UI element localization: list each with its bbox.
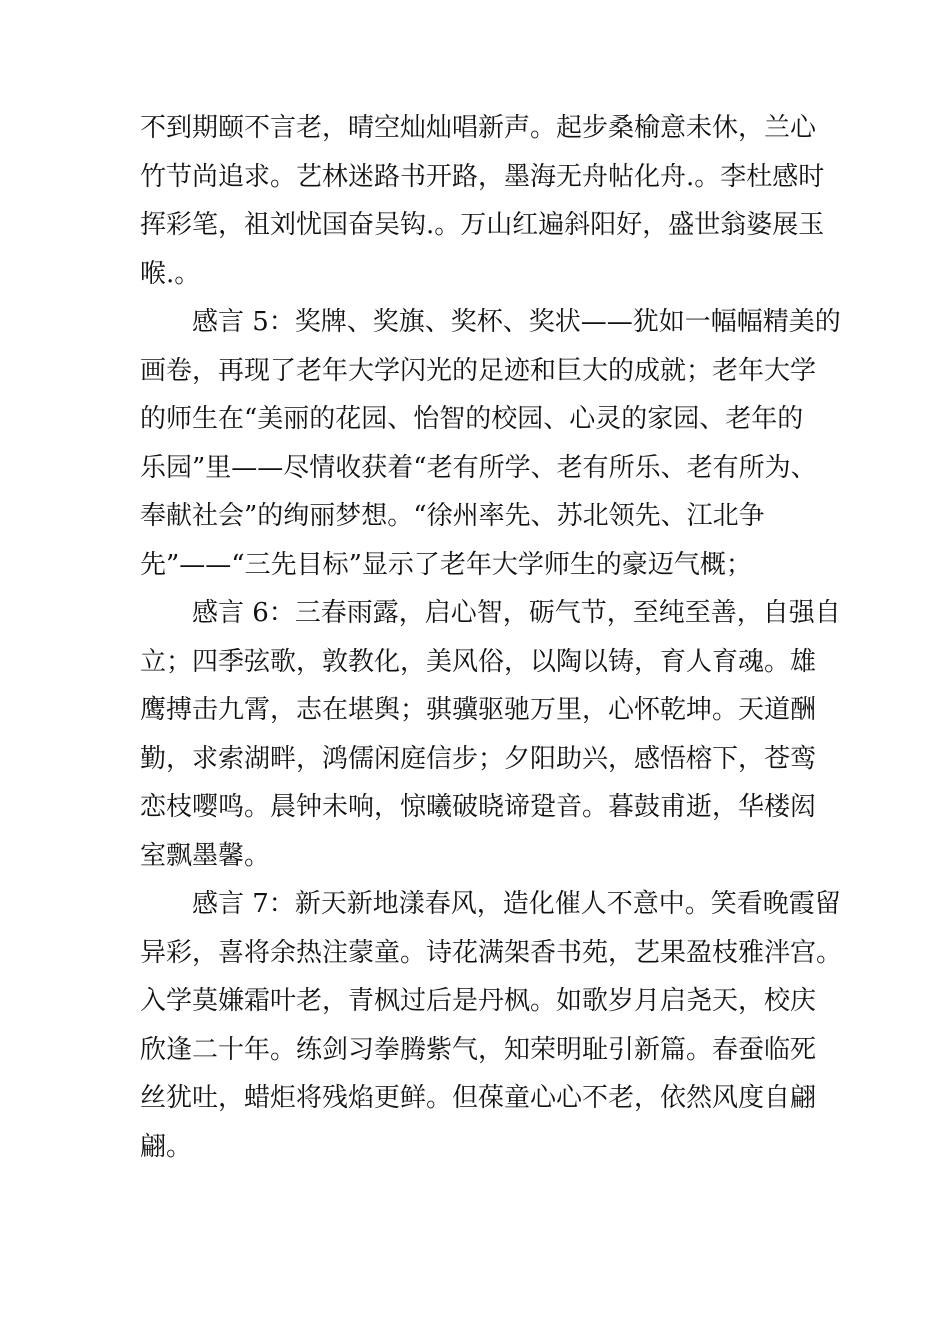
text-line: 异彩，喜将余热注蒙童。诗花满架香书苑，艺果盈枝雅泮宫。: [140, 937, 843, 968]
text-line: 鹰搏击九霄，志在堪舆；骐骥驱驰万里，心怀乾坤。天道酬: [140, 695, 817, 725]
text-line: 喉.。: [140, 258, 201, 289]
text-line: 画卷，再现了老年大学闪光的足迹和巨大的成就；老年大学: [140, 355, 817, 386]
text-line: 欣逢二十年。练剑习拳腾紫气，知荣明耻引新篇。春蚕临死: [140, 1034, 817, 1065]
text-line: 感言 7：新天新地漾春风，造化催人不意中。笑看晚霞留: [192, 889, 841, 919]
text-line: 的师生在“美丽的花园、怡智的校园、心灵的家园、老年的: [140, 404, 804, 434]
text-line: 感言 5：奖牌、奖旗、奖杯、奖状——犹如一幅幅精美的: [192, 307, 841, 337]
document-body: [140, 104, 843, 1171]
paragraph-remark-6: [140, 589, 841, 880]
text-line: 丝犹吐，蜡炬将残焰更鲜。但葆童心心不老，依然风度自翩: [140, 1083, 817, 1113]
text-line: 感言 6：三春雨露，启心智，砺气节，至纯至善，自强自: [192, 598, 841, 628]
text-line: 立；四季弦歌，敦教化，美风俗，以陶以铸，育人育魂。雄: [140, 646, 817, 677]
text-line: 室飘墨馨。: [140, 840, 271, 871]
paragraph-remark-5: [140, 298, 841, 589]
text-line: 乐园”里——尽情收获着“老有所学、老有所乐、老有所为、: [140, 452, 817, 483]
text-line: 奉献社会”的绚丽梦想。“徐州率先、苏北领先、江北争: [140, 501, 765, 531]
text-line: 恋枝嘤鸣。晨钟未响，惊曦破晓谛跫音。暮鼓甫逝，华楼闳: [140, 792, 817, 822]
text-line: 勤，求索湖畔，鸿儒闲庭信步；夕阳助兴，感悟榕下，苍鸾: [140, 743, 817, 774]
text-line: 先”——“三先目标”显示了老年大学师生的豪迈气概；: [140, 549, 752, 580]
text-line: 竹节尚追求。艺林迷路书开路，墨海无舟帖化舟.。李杜感时: [140, 161, 825, 192]
paragraph-poem-continued: [140, 104, 830, 298]
text-line: 翩。: [140, 1131, 193, 1162]
text-line: 挥彩笔，祖刘忧国奋吴钩.。万山红遍斜阳好，盛世翁婆展玉: [140, 210, 825, 240]
text-line: 不到期颐不言老，晴空灿灿唱新声。起步桑榆意未休，兰心: [140, 113, 817, 143]
paragraph-remark-7: [140, 880, 843, 1171]
text-line: 入学莫嫌霜叶老，青枫过后是丹枫。如歌岁月启尧天，校庆: [140, 986, 817, 1016]
